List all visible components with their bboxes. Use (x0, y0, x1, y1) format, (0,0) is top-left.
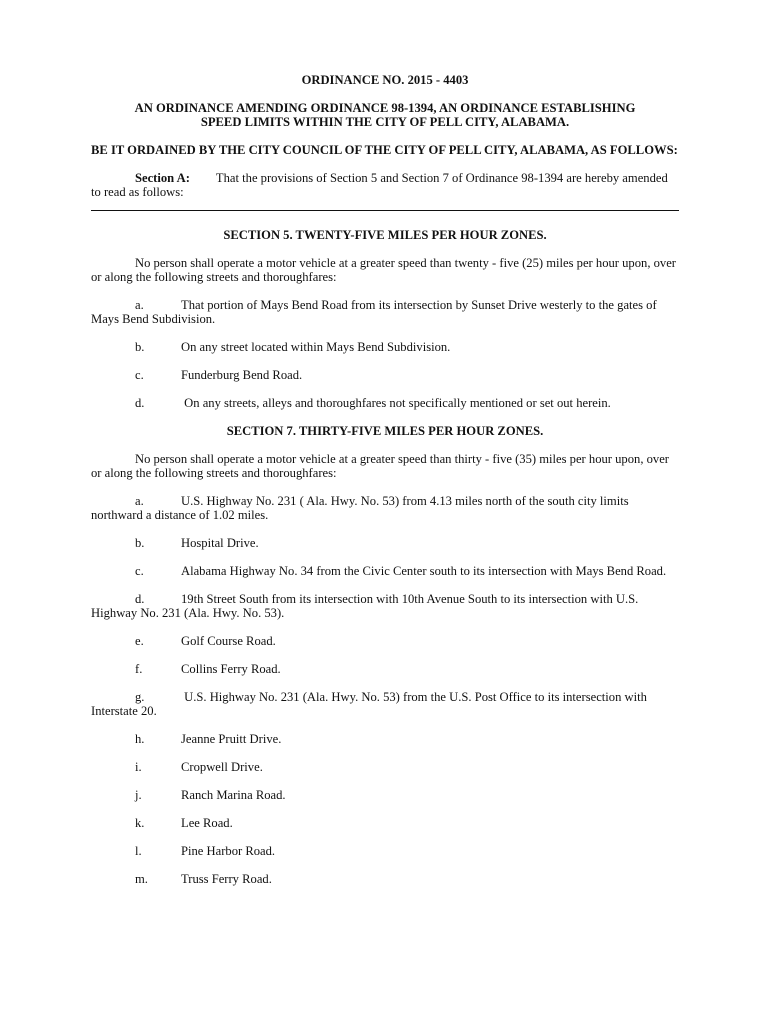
list-item (91, 396, 679, 410)
list-item (91, 592, 679, 620)
list-item-text: Funderburg Bend Road. (181, 368, 303, 382)
list-item (91, 564, 679, 578)
enacting-clause: BE IT ORDAINED BY THE CITY COUNCIL OF THE CITY OF PELL CITY, ALABAMA, AS FOLLOWS: (91, 143, 678, 157)
list-item-marker: l. (135, 844, 142, 858)
horizontal-divider (91, 210, 679, 211)
list-item-marker: j. (135, 788, 142, 802)
list-item (91, 816, 679, 830)
list-item-marker: b. (135, 340, 145, 354)
list-item-marker: h. (135, 732, 145, 746)
list-item-marker: d. (135, 592, 145, 606)
list-item-marker: c. (135, 564, 144, 578)
list-item-text: Hospital Drive. (181, 536, 259, 550)
section-5-intro: No person shall operate a motor vehicle at a greater speed than twenty - five (25) miles per hour upon, over or along the following streets and thoroughfares: (91, 256, 676, 284)
list-item (91, 788, 679, 802)
list-item-marker: g. (135, 690, 145, 704)
list-item-marker: b. (135, 536, 145, 550)
list-item (91, 844, 679, 858)
section-a-text: That the provisions of Section 5 and Section 7 of Ordinance 98-1394 are hereby amended to read as follows: (91, 171, 668, 199)
list-item-text: Golf Course Road. (181, 634, 276, 648)
list-item-text: Alabama Highway No. 34 from the Civic Center south to its intersection with Mays Bend Road. (181, 564, 667, 578)
list-item-text: U.S. Highway No. 231 ( Ala. Hwy. No. 53) from 4.13 miles north of the south city limits northward a distance of 1.02 miles. (91, 494, 632, 522)
list-item (91, 494, 679, 522)
list-item (91, 536, 679, 550)
list-item-marker: k. (135, 816, 145, 830)
list-item-text: Jeanne Pruitt Drive. (181, 732, 282, 746)
section-7-list (91, 494, 679, 886)
section-5-heading: SECTION 5. TWENTY-FIVE MILES PER HOUR ZONES. (223, 228, 547, 242)
ordinance-title: ORDINANCE NO. 2015 - 4403 (301, 73, 469, 87)
section-a-label: Section A: (135, 171, 190, 185)
list-item (91, 872, 679, 886)
list-item (91, 732, 679, 746)
list-item-text: Lee Road. (181, 816, 233, 830)
document-page (91, 73, 679, 886)
list-item (91, 760, 679, 774)
list-item-marker: c. (135, 368, 144, 382)
list-item-text: U.S. Highway No. 231 (Ala. Hwy. No. 53) from the U.S. Post Office to its intersection with Interstate 20. (91, 690, 651, 718)
section-7-intro: No person shall operate a motor vehicle at a greater speed than thirty - five (35) miles per hour upon, over or along the following streets and thoroughfares: (91, 452, 669, 480)
list-item (91, 662, 679, 676)
list-item (91, 690, 679, 718)
list-item-marker: a. (135, 494, 144, 508)
list-item-marker: d. (135, 396, 145, 410)
list-item-text: Pine Harbor Road. (181, 844, 276, 858)
ordinance-subtitle: AN ORDINANCE AMENDING ORDINANCE 98-1394, AN ORDINANCE ESTABLISHING SPEED LIMITS WITHIN THE CITY OF PELL CITY, ALABAMA. (134, 101, 636, 129)
list-item-text: On any street located within Mays Bend Subdivision. (181, 340, 451, 354)
list-item-text: 19th Street South from its intersection with 10th Avenue South to its intersection with U.S. Highway No. 231 (Ala. Hwy. No. 53). (91, 592, 642, 620)
list-item-marker: a. (135, 298, 144, 312)
section-5-list (91, 298, 679, 410)
list-item-marker: i. (135, 760, 142, 774)
list-item-text: Truss Ferry Road. (181, 872, 272, 886)
list-item-text: Collins Ferry Road. (181, 662, 281, 676)
section-a-paragraph (91, 171, 679, 199)
section-7-heading: SECTION 7. THIRTY-FIVE MILES PER HOUR ZONES. (226, 424, 544, 438)
list-item (91, 634, 679, 648)
list-item-marker: f. (135, 662, 143, 676)
list-item-marker: e. (135, 634, 144, 648)
list-item (91, 340, 679, 354)
list-item-text: On any streets, alleys and thoroughfares not specifically mentioned or set out herein. (181, 396, 611, 410)
list-item-marker: m. (135, 872, 148, 886)
list-item-text: Cropwell Drive. (181, 760, 263, 774)
list-item (91, 368, 679, 382)
list-item-text: Ranch Marina Road. (181, 788, 286, 802)
list-item-text: That portion of Mays Bend Road from its intersection by Sunset Drive westerly to the gates of Mays Bend Subdivision. (91, 298, 660, 326)
list-item (91, 298, 679, 326)
